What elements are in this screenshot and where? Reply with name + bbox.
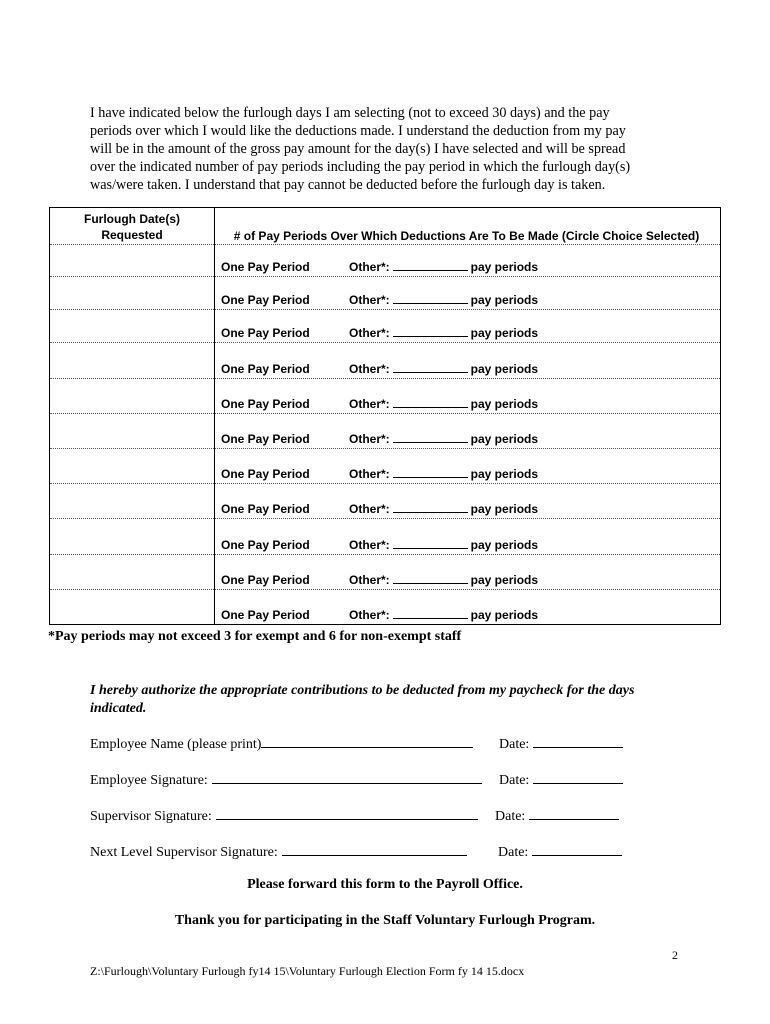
header-furlough-dates	[50, 211, 214, 243]
employee-signature-date	[499, 770, 623, 789]
employee-signature-label: Employee Signature:	[90, 773, 208, 788]
table-row	[50, 590, 720, 624]
date-label: Date:	[499, 773, 530, 788]
table-row	[50, 310, 720, 343]
table-row	[50, 244, 720, 277]
employee-name-label: Employee Name (please print)	[90, 737, 262, 752]
one-pay-period-option[interactable]: One Pay Period	[221, 608, 310, 622]
one-pay-period-option[interactable]: One Pay Period	[221, 397, 310, 411]
supervisor-signature-date	[495, 806, 619, 825]
date-label: Date:	[498, 845, 529, 860]
other-pay-periods-field[interactable]	[393, 361, 468, 373]
table-row	[50, 414, 720, 449]
pay-periods-suffix: pay periods	[470, 502, 539, 516]
employee-signature-line	[90, 770, 530, 789]
other-pay-period-option[interactable]	[349, 396, 538, 411]
employee-signature-field[interactable]	[212, 770, 482, 784]
table-row	[50, 277, 720, 310]
date-label: Date:	[499, 737, 530, 752]
furlough-date-cell[interactable]	[50, 590, 214, 624]
furlough-date-cell[interactable]	[50, 277, 214, 309]
pay-periods-suffix: pay periods	[470, 293, 539, 307]
other-pay-periods-field[interactable]	[393, 572, 468, 584]
employee-name-date	[499, 734, 623, 753]
employee-name-line	[90, 734, 530, 753]
header-col1-line1: Furlough Date(s)	[84, 212, 180, 226]
other-pay-period-option[interactable]	[349, 501, 538, 516]
supervisor-signature-label: Supervisor Signature:	[90, 809, 212, 824]
other-pay-period-option[interactable]	[349, 431, 538, 446]
one-pay-period-option[interactable]: One Pay Period	[221, 502, 310, 516]
other-label: Other*:	[349, 432, 390, 446]
pay-periods-suffix: pay periods	[470, 608, 539, 622]
one-pay-period-option[interactable]: One Pay Period	[221, 293, 310, 307]
other-label: Other*:	[349, 467, 390, 481]
intro-line: was/were taken. I understand that pay cannot be deducted before the furlough day is taken.	[90, 177, 606, 193]
furlough-table	[49, 207, 721, 625]
other-pay-periods-field[interactable]	[393, 537, 468, 549]
date-label: Date:	[495, 809, 526, 824]
one-pay-period-option[interactable]: One Pay Period	[221, 260, 310, 274]
date-field[interactable]	[533, 734, 623, 748]
table-row	[50, 343, 720, 379]
other-label: Other*:	[349, 538, 390, 552]
intro-line: periods over which I would like the deductions made. I understand the deduction from my pay	[90, 123, 626, 139]
one-pay-period-option[interactable]: One Pay Period	[221, 362, 310, 376]
date-field[interactable]	[529, 806, 619, 820]
header-pay-periods: # of Pay Periods Over Which Deductions Are To Be Made (Circle Choice Selected)	[233, 229, 700, 243]
other-pay-periods-field[interactable]	[393, 431, 468, 443]
authorization-statement	[90, 682, 690, 718]
table-row	[50, 555, 720, 590]
date-field[interactable]	[532, 842, 622, 856]
pay-periods-suffix: pay periods	[470, 397, 539, 411]
other-label: Other*:	[349, 397, 390, 411]
next-level-signature-line	[90, 842, 529, 861]
furlough-date-cell[interactable]	[50, 519, 214, 554]
other-pay-periods-field[interactable]	[393, 466, 468, 478]
other-label: Other*:	[349, 573, 390, 587]
other-pay-period-option[interactable]	[349, 537, 538, 552]
intro-line: will be in the amount of the gross pay amount for the day(s) I have selected and will be spread	[90, 141, 626, 157]
other-pay-period-option[interactable]	[349, 361, 538, 376]
other-pay-period-option[interactable]	[349, 292, 538, 307]
file-path-footer: Z:\Furlough\Voluntary Furlough fy14 15\Voluntary Furlough Election Form fy 14 15.docx	[90, 964, 525, 978]
supervisor-signature-field[interactable]	[216, 806, 478, 820]
table-row	[50, 449, 720, 484]
one-pay-period-option[interactable]: One Pay Period	[221, 573, 310, 587]
other-label: Other*:	[349, 326, 390, 340]
furlough-date-cell[interactable]	[50, 379, 214, 413]
other-pay-periods-field[interactable]	[393, 607, 468, 619]
intro-line: over the indicated number of pay periods including the pay period in which the furlough day(s)	[90, 159, 631, 175]
other-pay-periods-field[interactable]	[393, 396, 468, 408]
one-pay-period-option[interactable]: One Pay Period	[221, 467, 310, 481]
other-label: Other*:	[349, 260, 390, 274]
other-pay-period-option[interactable]	[349, 466, 538, 481]
other-pay-period-option[interactable]	[349, 572, 538, 587]
intro-line: I have indicated below the furlough days I am selecting (not to exceed 30 days) and the pay	[90, 105, 610, 121]
date-field[interactable]	[533, 770, 623, 784]
other-pay-periods-field[interactable]	[393, 259, 468, 271]
supervisor-signature-line	[90, 806, 526, 825]
other-pay-period-option[interactable]	[349, 607, 538, 622]
pay-periods-suffix: pay periods	[470, 573, 539, 587]
next-level-signature-date	[498, 842, 622, 861]
authorize-line: I hereby authorize the appropriate contributions to be deducted from my paycheck for the days	[90, 683, 635, 698]
other-label: Other*:	[349, 293, 390, 307]
page-number: 2	[672, 948, 678, 962]
one-pay-period-option[interactable]: One Pay Period	[221, 326, 310, 340]
other-pay-period-option[interactable]	[349, 259, 538, 274]
pay-periods-suffix: pay periods	[470, 260, 539, 274]
pay-periods-suffix: pay periods	[470, 326, 539, 340]
table-row	[50, 379, 720, 414]
other-label: Other*:	[349, 362, 390, 376]
pay-period-note: *Pay periods may not exceed 3 for exempt and 6 for non-exempt staff	[48, 629, 462, 644]
furlough-date-cell[interactable]	[50, 449, 214, 483]
pay-periods-suffix: pay periods	[470, 538, 539, 552]
other-pay-periods-field[interactable]	[393, 501, 468, 513]
other-pay-period-option[interactable]	[349, 325, 538, 340]
header-col1-line2: Requested	[101, 228, 163, 242]
other-pay-periods-field[interactable]	[393, 292, 468, 304]
pay-periods-suffix: pay periods	[470, 432, 539, 446]
forward-instruction: Please forward this form to the Payroll Office.	[247, 877, 523, 892]
next-level-signature-field[interactable]	[282, 842, 467, 856]
other-label: Other*:	[349, 502, 390, 516]
other-pay-periods-field[interactable]	[393, 325, 468, 337]
one-pay-period-option[interactable]: One Pay Period	[221, 432, 310, 446]
furlough-date-cell[interactable]	[50, 484, 214, 518]
furlough-date-cell[interactable]	[50, 310, 214, 342]
authorize-line: indicated.	[90, 701, 147, 716]
employee-name-field[interactable]	[261, 734, 473, 748]
intro-paragraph	[90, 104, 690, 194]
table-header	[50, 208, 720, 245]
next-level-signature-label: Next Level Supervisor Signature:	[90, 845, 278, 860]
other-label: Other*:	[349, 608, 390, 622]
thank-you-note: Thank you for participating in the Staff Voluntary Furlough Program.	[174, 913, 596, 928]
pay-periods-suffix: pay periods	[470, 467, 539, 481]
furlough-date-cell[interactable]	[50, 244, 214, 276]
table-row	[50, 519, 720, 555]
furlough-date-cell[interactable]	[50, 414, 214, 448]
table-row	[50, 484, 720, 519]
one-pay-period-option[interactable]: One Pay Period	[221, 538, 310, 552]
furlough-date-cell[interactable]	[50, 343, 214, 378]
pay-periods-suffix: pay periods	[470, 362, 539, 376]
furlough-date-cell[interactable]	[50, 555, 214, 589]
